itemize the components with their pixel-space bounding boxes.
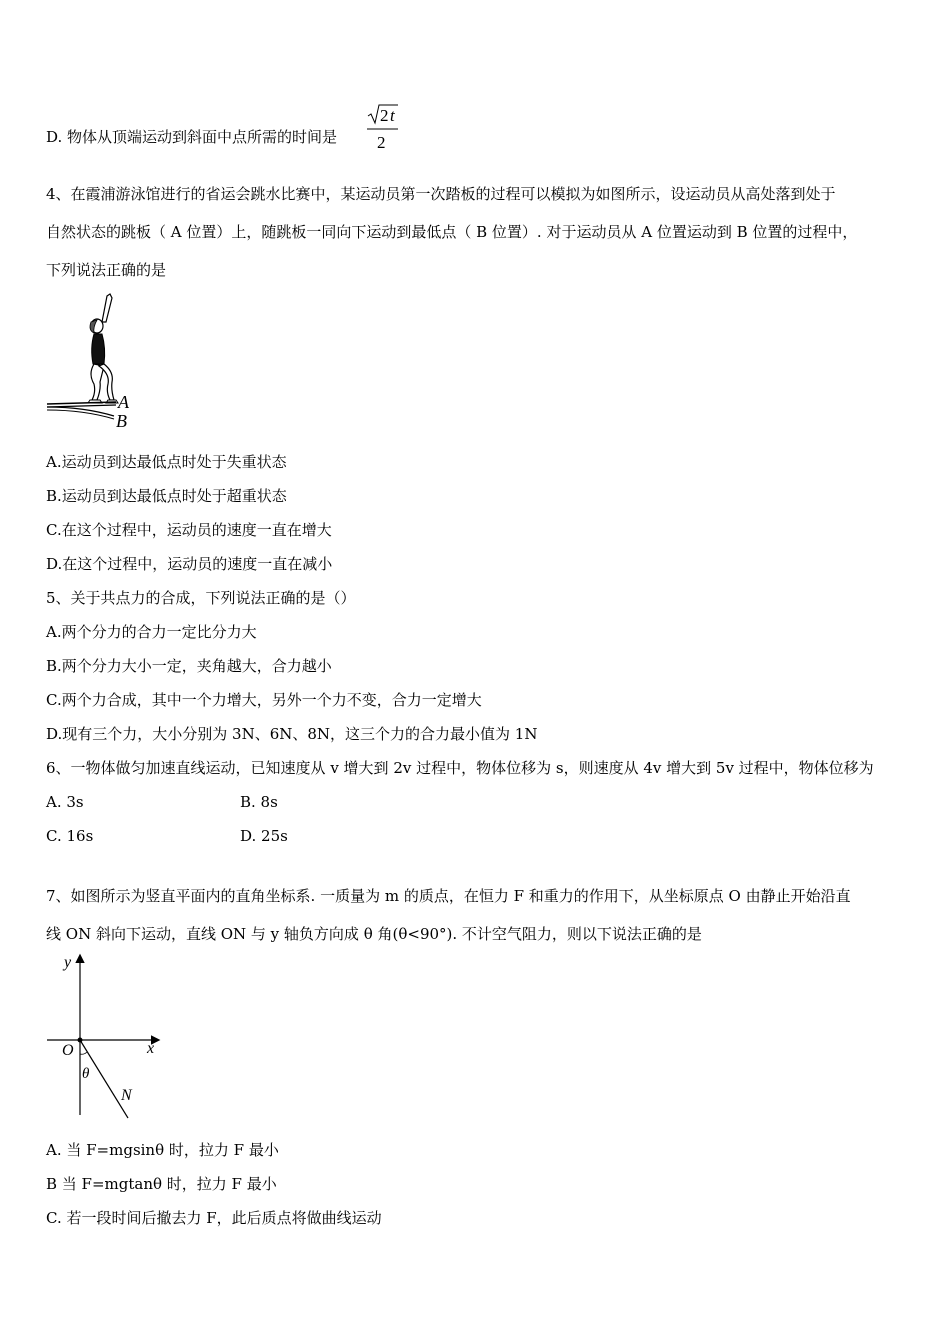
q6-option-d: D. 25s [240,827,288,845]
label-origin: O [62,1042,74,1059]
label-b: B [116,411,127,431]
q3-option-d: D. 物体从顶端运动到斜面中点所需的时间是 [46,128,338,146]
q7-stem-line2: 线 ON 斜向下运动，直线 ON 与 y 轴负方向成 θ 角(θ<90°). 不计空气阻力，则以下说法正确的是 [46,925,702,943]
label-x: x [147,1040,155,1057]
q7-stem-line1: 7、如图所示为竖直平面内的直角坐标系. 一质量为 m 的质点，在恒力 F 和重力的作用下，从坐标原点 O 由静止开始沿直 [46,887,851,905]
q4-option-d: D.在这个过程中，运动员的速度一直在减小 [46,555,333,573]
q5-option-b: B.两个分力大小一定，夹角越大，合力越小 [46,657,332,675]
q6-option-a: A. 3s [46,793,84,811]
q5-option-a: A.两个分力的合力一定比分力大 [46,623,257,641]
q5-option-c: C.两个力合成，其中一个力增大，另外一个力不变，合力一定增大 [46,691,482,709]
q5-option-d: D.现有三个力，大小分别为 3N、6N、8N，这三个力的合力最小值为 1N [46,725,538,743]
frac-den: 2 [377,133,386,152]
diver-springboard-figure [44,292,144,432]
q7-option-b: B 当 F=mgtanθ 时，拉力 F 最小 [46,1175,277,1193]
label-n: N [121,1087,132,1104]
coordinate-axes-figure [44,950,174,1125]
q4-stem-line3: 下列说法正确的是 [46,261,167,279]
q4-option-c: C.在这个过程中，运动员的速度一直在增大 [46,521,332,539]
q4-option-b: B.运动员到达最低点时处于超重状态 [46,487,287,505]
q7-option-a: A. 当 F=mgsinθ 时，拉力 F 最小 [46,1141,279,1159]
q6-option-b: B. 8s [240,793,278,811]
label-theta: θ [82,1066,90,1082]
label-y: y [64,954,72,971]
frac-num-radicand: 2 [380,106,389,125]
q5-stem: 5、关于共点力的合成，下列说法正确的是（） [46,589,356,607]
q4-option-a: A.运动员到达最低点时处于失重状态 [46,453,287,471]
label-a: A [118,392,129,412]
q6-stem: 6、一物体做匀加速直线运动，已知速度从 v 增大到 2v 过程中，物体位移为 s，则速度从 4v 增大到 5v 过程中，物体位移为 [46,759,874,777]
q3-option-d-fraction [366,102,400,152]
q4-stem-line1: 4、在霞浦游泳馆进行的省运会跳水比赛中，某运动员第一次踏板的过程可以模拟为如图所示，设运动员从高处落到处于 [46,185,836,203]
angle-arc [80,1052,87,1054]
q7-option-c: C. 若一段时间后撤去力 F，此后质点将做曲线运动 [46,1209,382,1227]
frac-num-var: t [390,106,395,125]
q6-option-c: C. 16s [46,827,94,845]
origin-point [78,1038,83,1043]
q4-stem-line2: 自然状态的跳板（ A 位置）上，随跳板一同向下运动到最低点（ B 位置）. 对于运动员从 A 位置运动到 B 位置的过程中， [46,223,858,241]
